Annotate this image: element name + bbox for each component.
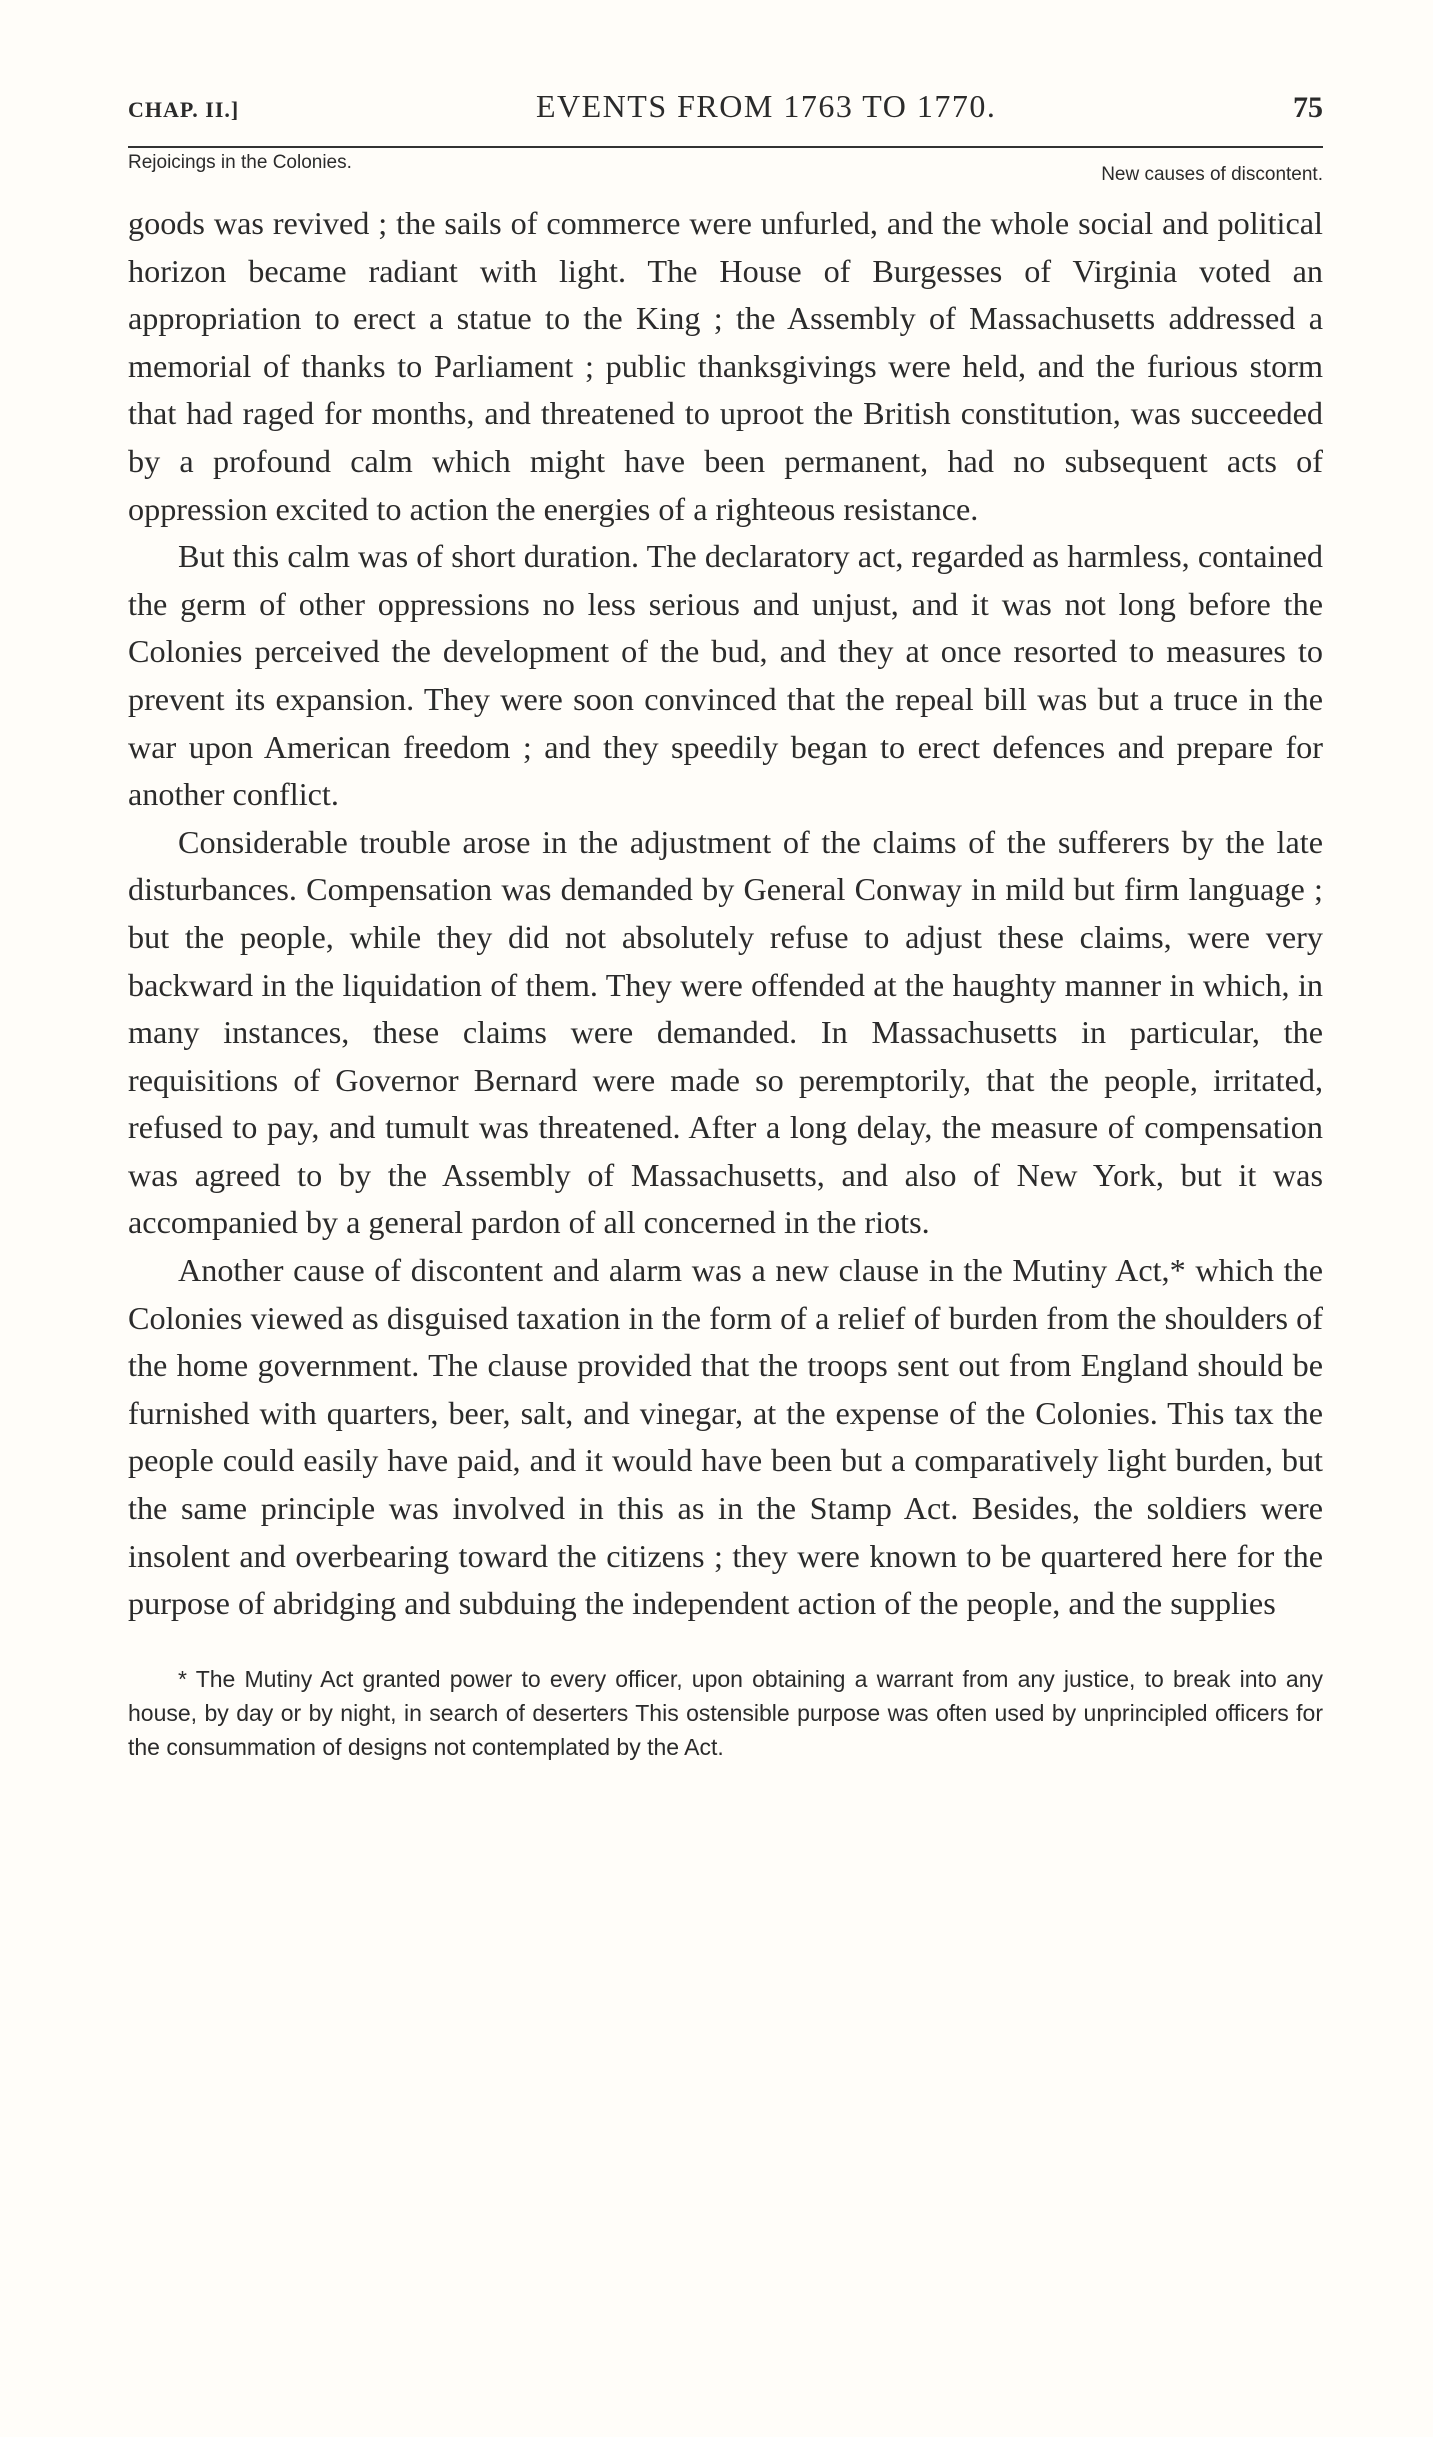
paragraph: But this calm was of short duration. The declaratory act, regarded as harmless, contained the germ of other oppressions no less serious and unjust, and it was not long before the Colonies perceived the development of the bud, and they at once resorted to measures to prevent its expansion. They were soon convinced that the repeal bill was but a truce in the war upon American freedom ; and they speedily began to erect defences and prepare for another conflict. — [128, 538, 1323, 813]
main-text — [128, 200, 1323, 1628]
footnote: * The Mutiny Act granted power to every officer, upon obtaining a warrant from any justice, to break into any house, by day or by night, in search of deserters This ostensible purpose was often used by unprincipled officers for the consummation of designs not contemplated by the Act. — [128, 1665, 1323, 1760]
paragraph: Another cause of discontent and alarm was a new clause in the Mutiny Act,* which the Colonies viewed as disguised taxation in the form of a relief of burden from the shoulders of the home government. The clause provided that the troops sent out from England should be furnished with quarters, beer, salt, and vinegar, at the expense of the Colonies. This tax the people could easily have paid, and it would have been but a comparatively light burden, but the same principle was involved in this as in the Stamp Act. Besides, the soldiers were insolent and overbearing toward the citizens ; they were known to be quartered here for the purpose of abridging and subduing the independent action of the people, and the supplies — [128, 1252, 1323, 1622]
running-header — [128, 88, 1323, 138]
right-side-heading: New causes of discontent. — [1101, 164, 1323, 185]
paragraph: goods was revived ; the sails of commerce were unfurled, and the whole social and political horizon became radiant with light. The House of Burgesses of Virginia voted an appropriation to erect a statue to the King ; the Assembly of Massachusetts addressed a memorial of thanks to Parliament ; public thanksgivings were held, and the furious storm that had raged for months, and threatened to uproot the British constitution, was succeeded by a profound calm which might have been permanent, had no subsequent acts of oppression excited to action the energies of a righteous resistance. — [128, 205, 1323, 527]
header-rule — [128, 146, 1323, 148]
running-title: EVENTS FROM 1763 TO 1770. — [535, 88, 997, 124]
footnotes — [128, 1662, 1323, 1764]
left-side-heading: Rejoicings in the Colonies. — [128, 152, 352, 173]
chapter-label: CHAP. II.] — [128, 97, 240, 122]
marginal-headings — [128, 152, 1323, 186]
paragraph: Considerable trouble arose in the adjustment of the claims of the sufferers by the late disturbances. Compensation was demanded by General Conway in mild but firm language ; but the people, while they did not absolutely refuse to adjust these claims, were very backward in the liquidation of them. They were offended at the haughty manner in which, in many instances, these claims were demanded. In Massachusetts in particular, the requisitions of Governor Bernard were made so peremptorily, that the people, irritated, refused to pay, and tumult was threatened. After a long delay, the measure of compensation was agreed to by the Assembly of Massachusetts, and also of New York, but it was accompanied by a general pardon of all concerned in the riots. — [128, 823, 1323, 1241]
book-page — [128, 88, 1323, 1764]
page-number: 75 — [1293, 91, 1323, 124]
